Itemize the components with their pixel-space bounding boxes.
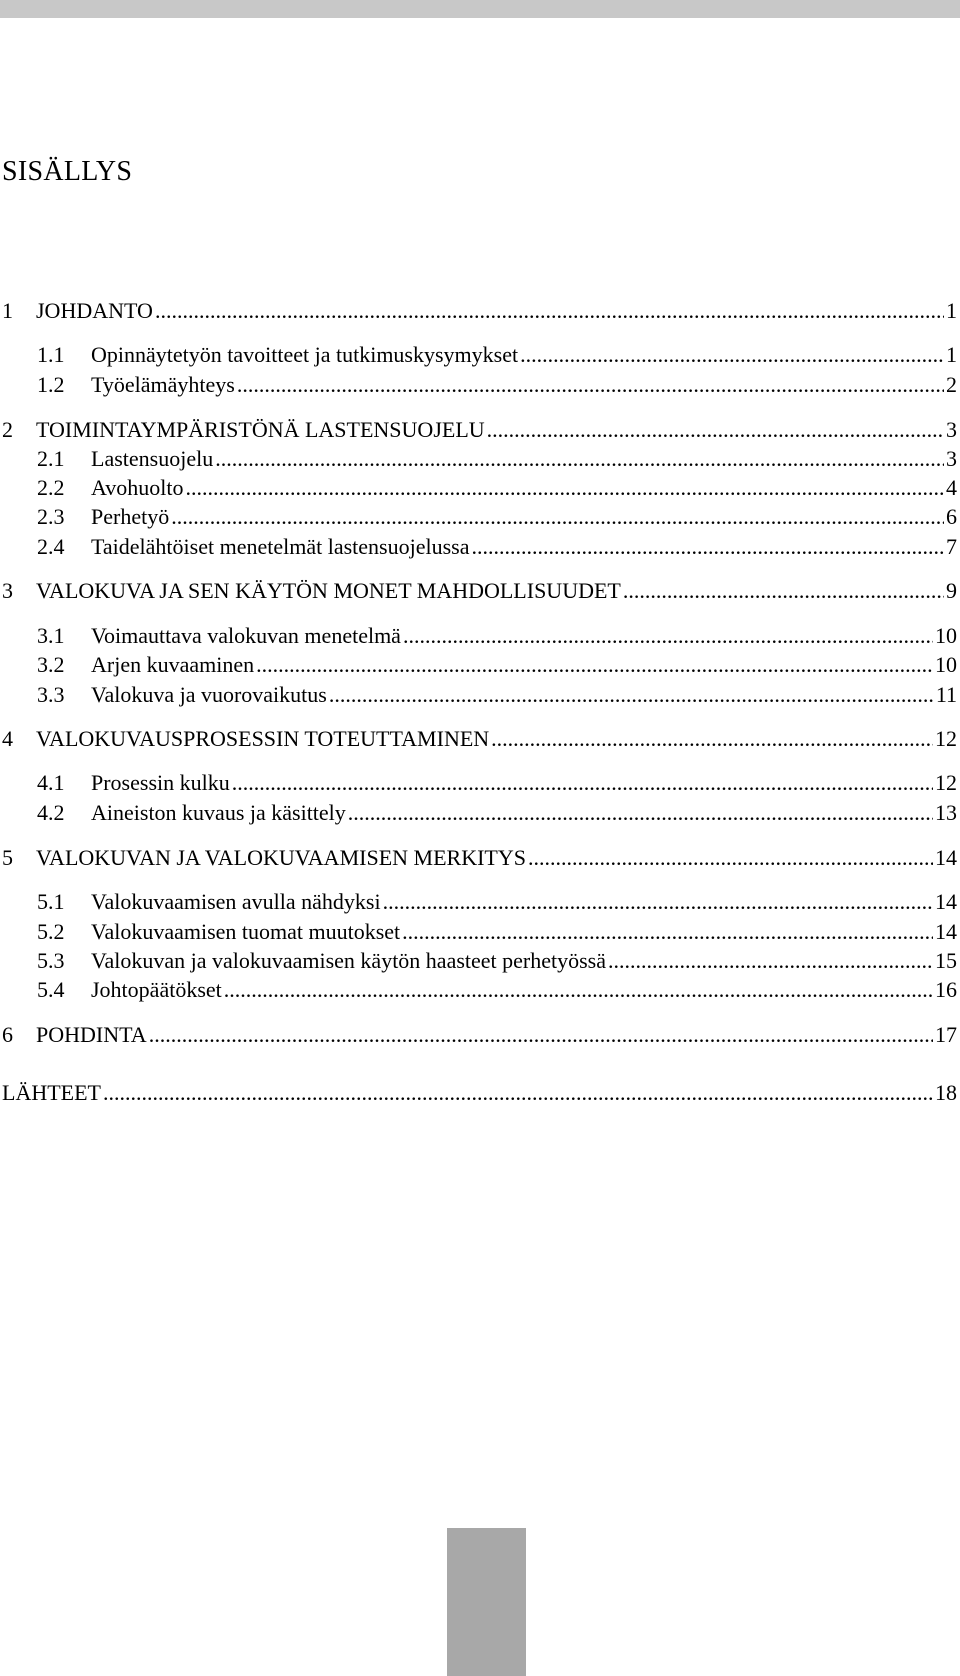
toc-entry-page: 12 <box>935 770 957 795</box>
dot-leader <box>348 798 933 828</box>
dot-leader <box>471 532 944 562</box>
toc-entry-number: 1.2 <box>37 372 65 397</box>
toc-entry-page: 4 <box>946 475 957 500</box>
toc-entry[interactable] <box>2 1020 957 1050</box>
toc-entry-number: 4.2 <box>37 800 65 825</box>
toc-entry-page: 3 <box>946 417 957 442</box>
dot-leader <box>329 680 934 710</box>
toc-entry-page: 12 <box>935 726 957 751</box>
toc-entry-page: 1 <box>946 298 957 323</box>
toc-entry[interactable] <box>2 1078 957 1108</box>
toc-entry-page: 15 <box>935 948 957 973</box>
toc-entry-number: 3 <box>2 578 13 603</box>
toc-entry-page: 17 <box>935 1022 957 1047</box>
dot-leader <box>256 650 933 680</box>
toc-entry-page: 6 <box>946 504 957 529</box>
toc-entry-number: 2.4 <box>37 534 65 559</box>
toc-entry-number: 5.2 <box>37 919 65 944</box>
toc-entry-page: 10 <box>935 652 957 677</box>
toc-entry-title: Avohuolto <box>91 475 184 500</box>
toc-entry-number: 2.1 <box>37 446 65 471</box>
dot-leader <box>103 1078 933 1108</box>
toc-entry-title: Valokuvaamisen avulla nähdyksi <box>91 889 381 914</box>
toc-entry[interactable] <box>37 946 957 976</box>
toc-entry-page: 14 <box>935 845 957 870</box>
toc-entry-number: 4.1 <box>37 770 65 795</box>
toc-entry-title: Opinnäytetyön tavoitteet ja tutkimuskysymykset <box>91 342 519 367</box>
dot-leader <box>528 843 933 873</box>
dot-leader <box>185 473 944 503</box>
dot-leader <box>224 975 933 1005</box>
toc-entry-title: Lastensuojelu <box>91 446 214 471</box>
toc-entry-page: 1 <box>946 342 957 367</box>
toc-entry[interactable] <box>37 975 957 1005</box>
dot-leader <box>149 1020 933 1050</box>
toc-entry[interactable] <box>37 532 957 562</box>
toc-entry-page: 14 <box>935 889 957 914</box>
toc-entry[interactable] <box>37 917 957 947</box>
toc-entry[interactable] <box>2 415 957 445</box>
toc-entry-number: 5.1 <box>37 889 65 914</box>
toc-entry-page: 13 <box>935 800 957 825</box>
toc-entry-number: 3.3 <box>37 682 65 707</box>
dot-leader <box>232 768 933 798</box>
toc-entry[interactable] <box>37 650 957 680</box>
toc-entry-title: Työelämäyhteys <box>91 372 235 397</box>
dot-leader <box>623 576 944 606</box>
toc-entry-number: 5.3 <box>37 948 65 973</box>
toc-entry-number: 2.2 <box>37 475 65 500</box>
toc-entry-number: 3.2 <box>37 652 65 677</box>
page-title: SISÄLLYS <box>2 156 133 187</box>
toc-entry-page: 16 <box>935 977 957 1002</box>
dot-leader <box>491 724 933 754</box>
dot-leader <box>520 340 944 370</box>
toc-entry[interactable] <box>2 724 957 754</box>
toc-entry-title: Voimauttava valokuvan menetelmä <box>91 623 401 648</box>
toc-entry-number: 2.3 <box>37 504 65 529</box>
page-footer-block <box>447 1528 526 1676</box>
toc-entry[interactable] <box>37 444 957 474</box>
toc-entry-title: Valokuvan ja valokuvaamisen käytön haasteet perhetyössä <box>91 948 607 973</box>
toc-entry-number: 5.4 <box>37 977 65 1002</box>
toc-entry[interactable] <box>37 370 957 400</box>
toc-entry[interactable] <box>37 887 957 917</box>
toc-entry-title: VALOKUVAUSPROSESSIN TOTEUTTAMINEN <box>36 726 490 751</box>
toc-entry[interactable] <box>37 798 957 828</box>
toc-entry[interactable] <box>2 843 957 873</box>
toc-entry-number: 3.1 <box>37 623 65 648</box>
toc-entry-title: Prosessin kulku <box>91 770 230 795</box>
toc-entry-page: 14 <box>935 919 957 944</box>
toc-entry-title: VALOKUVAN JA VALOKUVAAMISEN MERKITYS <box>36 845 526 870</box>
toc-entry-number: 2 <box>2 417 13 442</box>
toc-entry-title: Taidelähtöiset menetelmät lastensuojelussa <box>91 534 470 559</box>
toc-entry-title: LÄHTEET <box>2 1080 101 1105</box>
toc-entry[interactable] <box>37 621 957 651</box>
toc-entry-number: 1 <box>2 298 13 323</box>
toc-entry-page: 2 <box>946 372 957 397</box>
toc-entry[interactable] <box>37 473 957 503</box>
dot-leader <box>402 917 933 947</box>
toc-entry-title: Johtopäätökset <box>91 977 222 1002</box>
toc-entry-title: TOIMINTAYMPÄRISTÖNÄ LASTENSUOJELU <box>36 417 485 442</box>
dot-leader <box>215 444 944 474</box>
toc-entry-number: 4 <box>2 726 13 751</box>
toc-entry[interactable] <box>2 576 957 606</box>
dot-leader <box>155 296 944 326</box>
dot-leader <box>487 415 944 445</box>
toc-entry-title: Aineiston kuvaus ja käsittely <box>91 800 346 825</box>
toc-entry-page: 10 <box>935 623 957 648</box>
toc-entry-title: VALOKUVA JA SEN KÄYTÖN MONET MAHDOLLISUUDET <box>36 578 621 603</box>
toc-entry[interactable] <box>37 768 957 798</box>
toc-entry-page: 18 <box>935 1080 957 1105</box>
dot-leader <box>237 370 944 400</box>
toc-entry-title: JOHDANTO <box>36 298 153 323</box>
toc-entry[interactable] <box>2 296 957 326</box>
dot-leader <box>383 887 933 917</box>
toc-entry-title: Valokuva ja vuorovaikutus <box>91 682 327 707</box>
toc-entry-number: 1.1 <box>37 342 65 367</box>
dot-leader <box>608 946 933 976</box>
toc-entry-number: 6 <box>2 1022 13 1047</box>
toc-entry-page: 3 <box>946 446 957 471</box>
dot-leader <box>171 502 944 532</box>
toc-entry-number: 5 <box>2 845 13 870</box>
toc-entry-title: Perhetyö <box>91 504 170 529</box>
toc-entry-title: POHDINTA <box>36 1022 147 1047</box>
toc-entry[interactable] <box>37 340 957 370</box>
top-border-bar <box>0 0 960 18</box>
toc-entry-page: 7 <box>946 534 957 559</box>
toc-entry-title: Arjen kuvaaminen <box>91 652 255 677</box>
dot-leader <box>403 621 933 651</box>
toc-entry-page: 9 <box>946 578 957 603</box>
toc-entry-page: 11 <box>935 682 957 707</box>
toc-entry-title: Valokuvaamisen tuomat muutokset <box>91 919 401 944</box>
toc-entry[interactable] <box>37 502 957 532</box>
toc-entry[interactable] <box>37 680 957 710</box>
